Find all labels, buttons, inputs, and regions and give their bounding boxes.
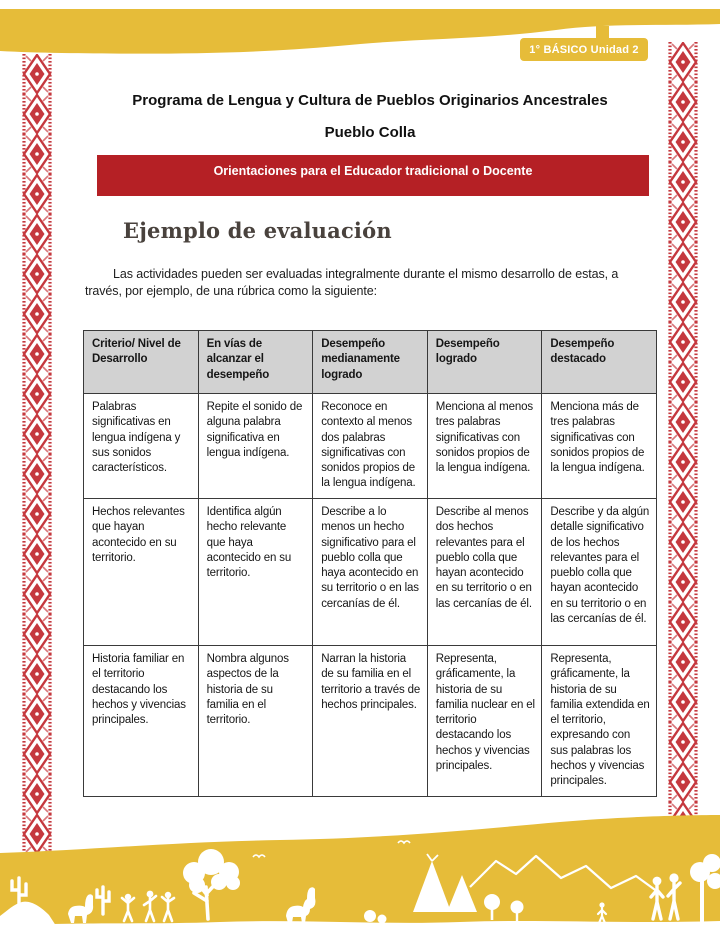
unit-badge: 1° BÁSICO Unidad 2: [520, 38, 648, 61]
rubric-col-header: Desempeño medianamente logrado: [313, 331, 428, 394]
rubric-cell: Historia familiar en el territorio destacando los hechos y vivencias principales.: [84, 646, 199, 797]
program-subtitle: Pueblo Colla: [324, 124, 416, 141]
right-weave-border: [668, 42, 698, 846]
rubric-cell: Menciona más de tres palabras significativas con sonidos propios de la lengua indígena.: [542, 394, 657, 499]
rubric-cell: Representa, gráficamente, la historia de su familia extendida en el territorio, expresando con sus palabras los hechos y vivencias principales.: [542, 646, 657, 797]
rubric-cell: Describe y da algún detalle significativo de los hechos relevantes para el pueblo colla que hayan acontecido en su territorio o en las cercanías de él.: [542, 499, 657, 646]
rubric-cell: Menciona al menos tres palabras significativas con sonidos propios de la lengua indígena.: [427, 394, 542, 499]
rubric-cell: Repite el sonido de alguna palabra significativa en lengua indígena.: [198, 394, 313, 499]
rubric-col-header: Desempeño destacado: [542, 331, 657, 394]
rubric-cell: Hechos relevantes que hayan acontecido en su territorio.: [84, 499, 199, 646]
rubric-table: [83, 330, 657, 797]
orientation-banner-label: Orientaciones para el Educador tradicional o Docente: [213, 164, 533, 178]
rubric-cell: Describe al menos dos hechos relevantes para el pueblo colla que hayan acontecido en su territorio o en las cercanías de él.: [427, 499, 542, 646]
rubric-row: [84, 646, 657, 797]
intro-paragraph: Las actividades pueden ser evaluadas integralmente durante el mismo desarrollo de estas, a través, por ejemplo, de una rúbrica como la siguiente:: [85, 267, 619, 298]
rubric-row: [84, 499, 657, 646]
rubric-cell: Nombra algunos aspectos de la historia de su familia en el territorio.: [198, 646, 313, 797]
rubric-cell: Narran la historia de su familia en el territorio a través de hechos principales.: [313, 646, 428, 797]
rubric-cell: Identifica algún hecho relevante que haya acontecido en su territorio.: [198, 499, 313, 646]
footer-art: [0, 815, 720, 932]
footer-gold-band: [0, 815, 720, 932]
rubric-col-header: Desempeño logrado: [427, 331, 542, 394]
rubric-col-header: En vías de alcanzar el desempeño: [198, 331, 313, 394]
rubric-col-header: Criterio/ Nivel de Desarrollo: [84, 331, 199, 394]
rubric-header-row: [84, 331, 657, 394]
program-title: Programa de Lengua y Cultura de Pueblos Originarios Ancestrales: [132, 92, 608, 109]
rubric-row: [84, 394, 657, 499]
rubric-cell: Palabras significativas en lengua indígena y sus sonidos característicos.: [84, 394, 199, 499]
left-weave-border: [22, 54, 52, 870]
section-heading: Ejemplo de evaluación: [123, 218, 392, 243]
rubric-cell: Representa, gráficamente, la historia de su familia nuclear en el territorio destacando los hechos y vivencias principales.: [427, 646, 542, 797]
rubric-cell: Describe a lo menos un hecho significativo para el pueblo colla que haya acontecido en su territorio o en las cercanías de él.: [313, 499, 428, 646]
orientation-banner: [97, 155, 649, 196]
rubric-cell: Reconoce en contexto al menos dos palabras significativas con sonidos propios de la lengua indígena.: [313, 394, 428, 499]
